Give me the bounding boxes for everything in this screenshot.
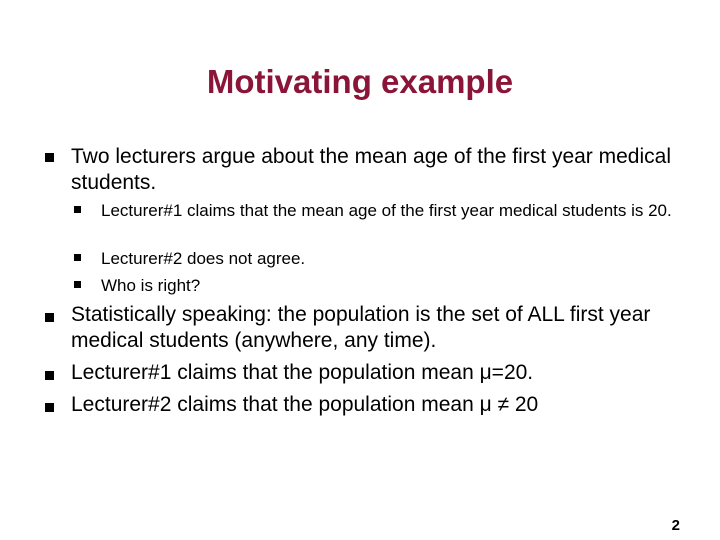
bullet-item — [45, 144, 685, 196]
square-sub-bullet-icon — [74, 254, 81, 261]
square-sub-bullet-icon — [74, 206, 81, 213]
sub-bullet-text: Lecturer#1 claims that the mean age of the first year medical students is 20. — [101, 201, 672, 220]
bullet-text: Statistically speaking: the population is the set of ALL first year medical students (anywhere, any time). — [71, 303, 651, 352]
slide-title: Motivating example — [206, 63, 514, 100]
square-bullet-icon — [45, 313, 54, 322]
bullet-text: Two lecturers argue about the mean age of the first year medical students. — [71, 145, 671, 194]
square-bullet-icon — [45, 371, 54, 380]
bullet-text: Lecturer#1 claims that the population mean μ=20. — [71, 361, 534, 384]
sub-bullet-item — [74, 248, 674, 269]
square-bullet-icon — [45, 403, 54, 412]
bullet-item — [45, 392, 685, 418]
sub-bullet-item — [74, 200, 674, 221]
bullet-text: Lecturer#2 claims that the population mean μ ≠ 20 — [71, 393, 539, 416]
bullet-item — [45, 302, 685, 354]
sub-bullet-item — [74, 275, 674, 296]
sub-bullet-text: Who is right? — [101, 276, 201, 295]
page-number: 2 — [671, 517, 680, 534]
bullet-item — [45, 360, 685, 386]
square-sub-bullet-icon — [74, 281, 81, 288]
square-bullet-icon — [45, 153, 54, 162]
sub-bullet-text: Lecturer#2 does not agree. — [101, 249, 306, 268]
